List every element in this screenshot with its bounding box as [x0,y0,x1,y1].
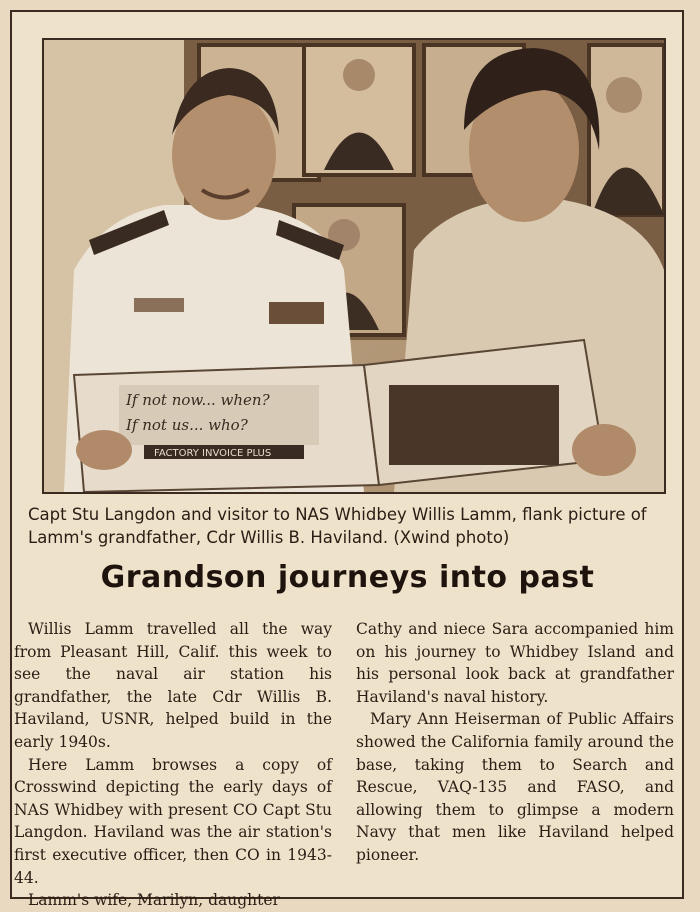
paragraph: Here Lamm browses a copy of Crosswind depicting the early days of NAS Whidbey with present CO Capt Stu Langdon. Haviland was the air station's first executive officer, then CO in 1943-44. [14,755,332,887]
captain-hand [76,430,132,470]
paper-headline-1: If not now... when? [126,391,270,409]
article-photo [42,38,666,494]
article-column-right [356,618,674,867]
portrait-head [343,59,375,91]
photo-illustration [44,40,664,492]
photo-caption: Capt Stu Langdon and visitor to NAS Whidbey Willis Lamm, flank picture of Lamm's grandfather, Cdr Willis B. Haviland. (Xwind photo) [28,505,647,547]
ribbons [269,302,324,324]
portrait-head [606,77,642,113]
article-headline: Grandson journeys into past [100,560,595,595]
name-tag [134,298,184,312]
newspaper-photo [389,385,559,465]
paragraph: Lamm's wife, Marilyn, daughter [28,891,280,910]
paper-headline-2: If not us... who? [126,416,248,434]
paragraph: Mary Ann Heiserman of Public Affairs showed the California family around the base, taking them to Search and Rescue, VAQ-135 and FASO, and allowing them to glimpse a modern Navy that men like Haviland helped pioneer. [356,710,674,864]
paper-banner-text: FACTORY INVOICE PLUS [154,448,272,459]
article-column-left [14,618,332,912]
paragraph: Willis Lamm travelled all the way from Pleasant Hill, Calif. this week to see the naval air station his grandfather, the late Cdr Willis B. Haviland, USNR, helped build in the early 1940s. [14,620,332,751]
paragraph: Cathy and niece Sara accompanied him on his journey to Whidbey Island and his personal look back at grandfather Haviland's naval history. [356,620,674,706]
visitor-hand [572,424,636,476]
